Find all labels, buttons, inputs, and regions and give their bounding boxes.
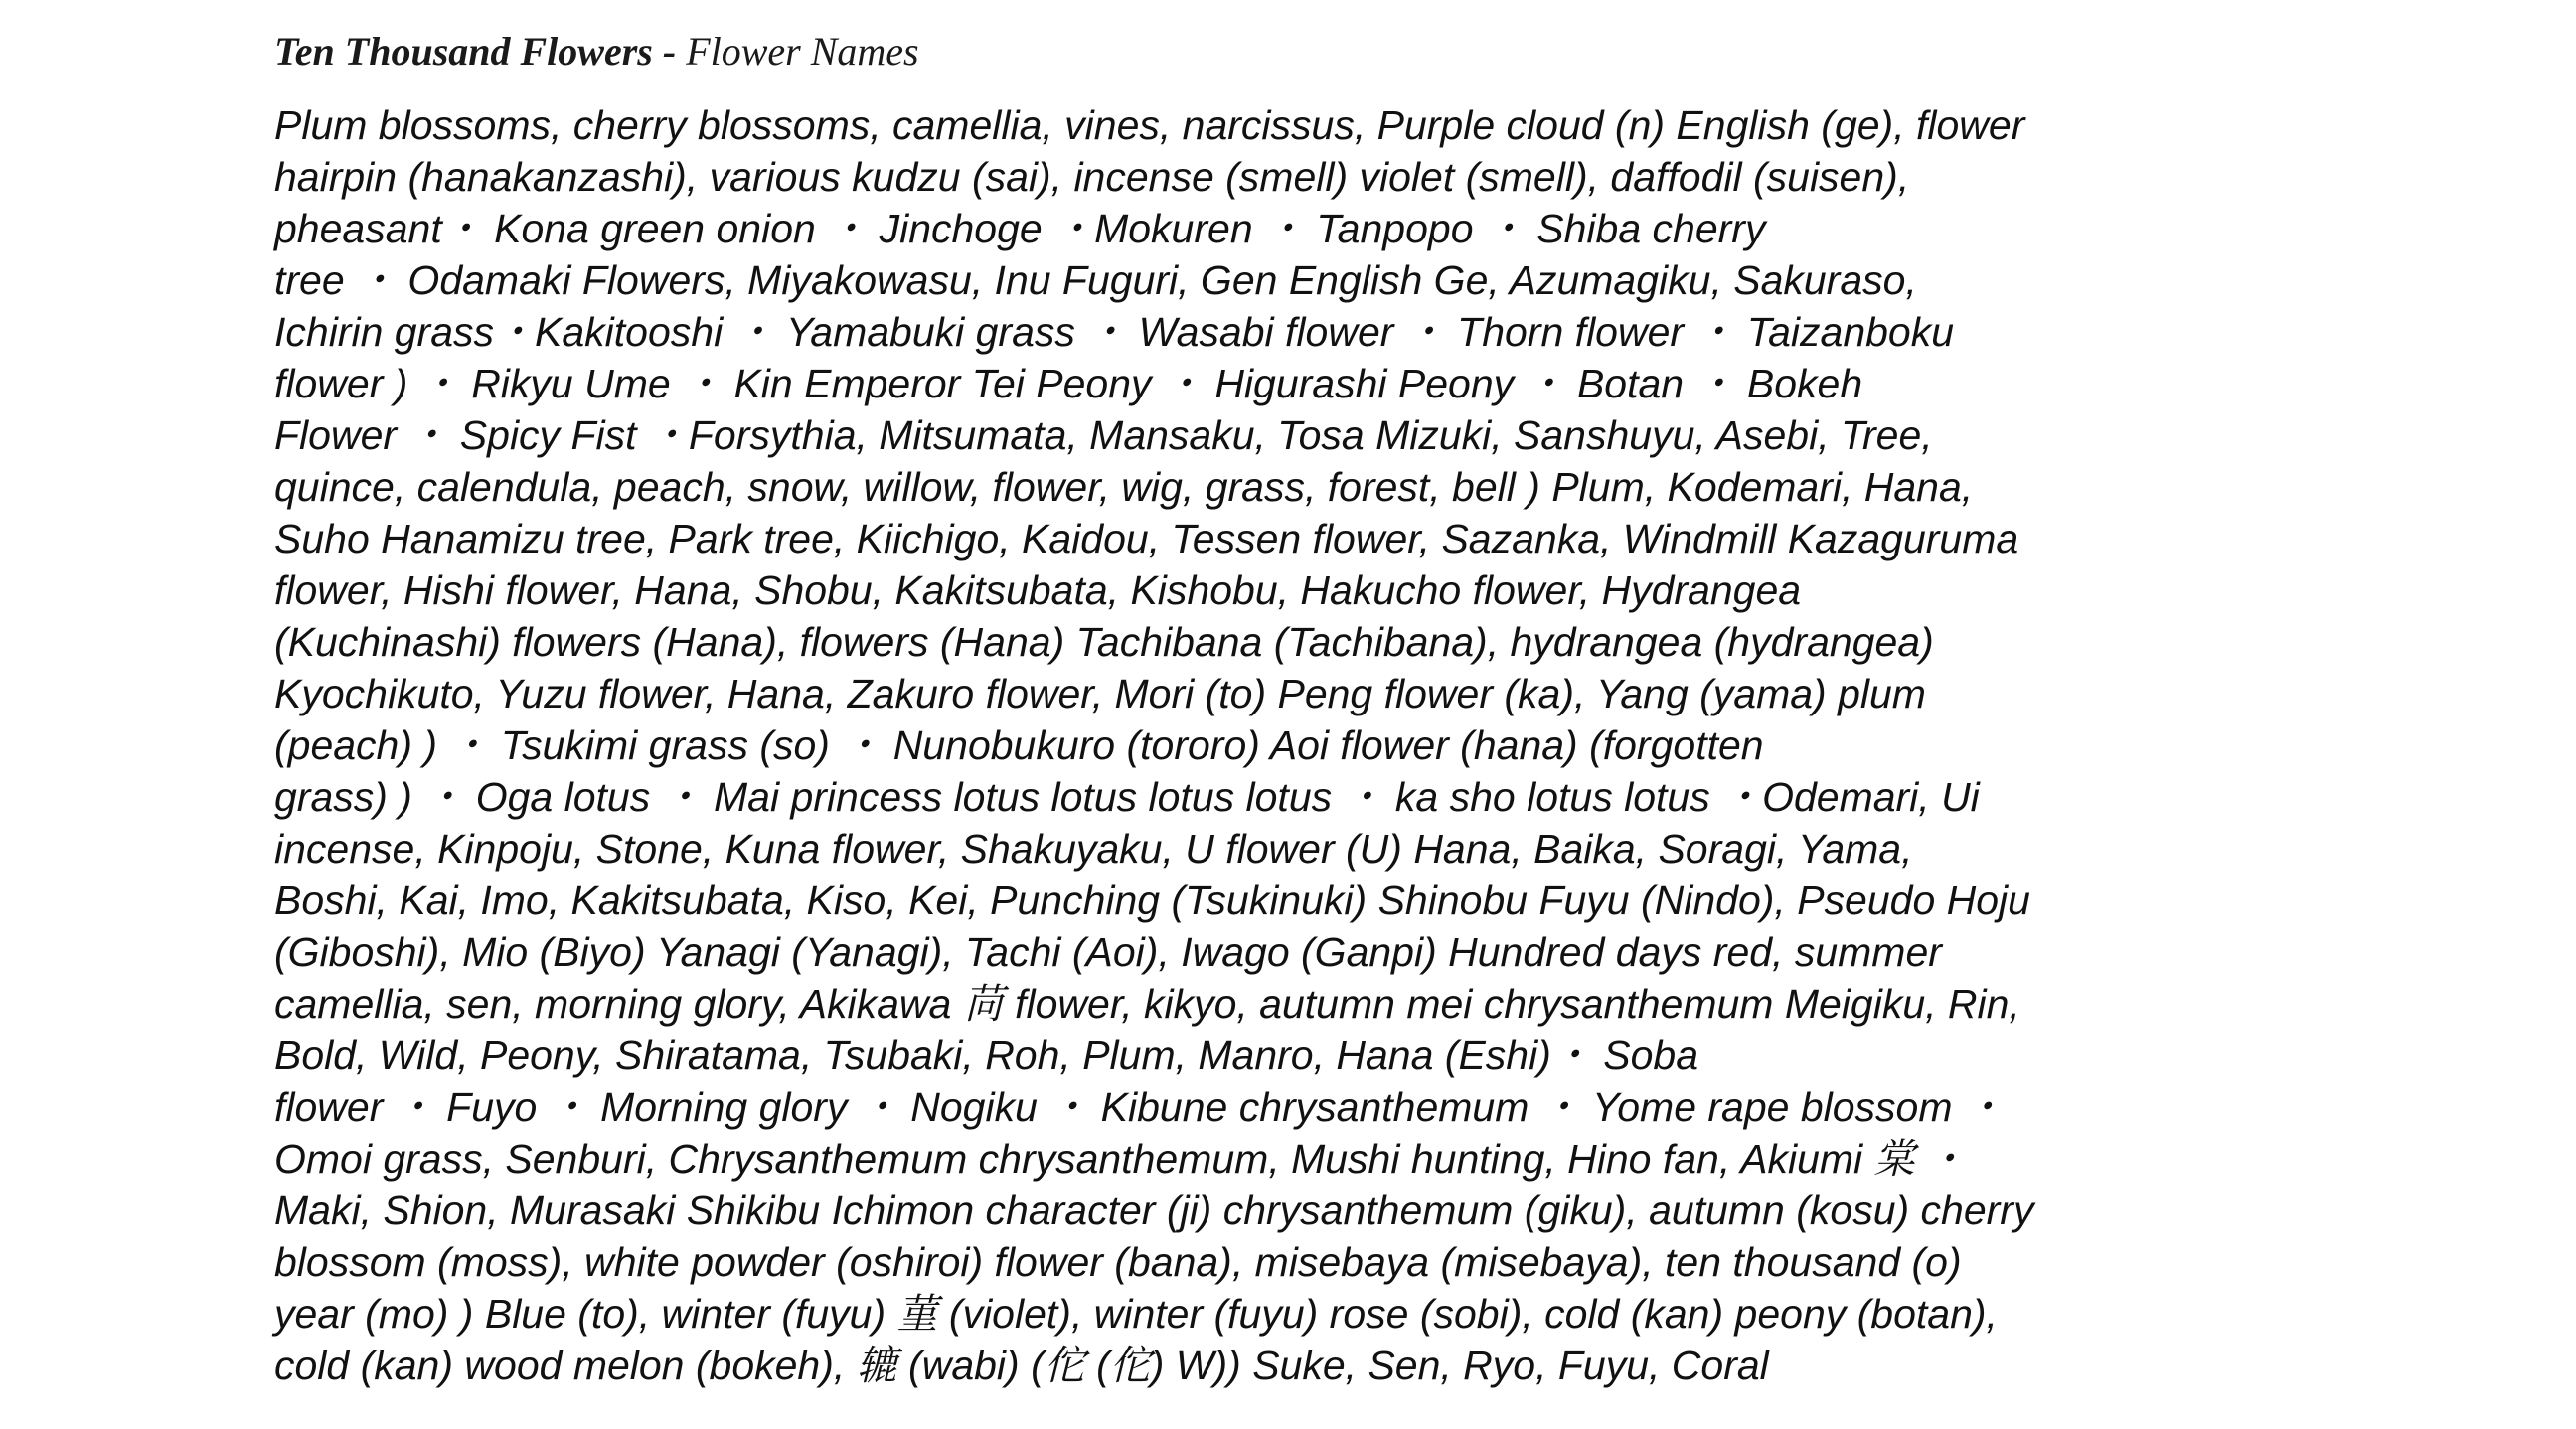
text-line: grass) ) ・ Oga lotus ・ Mai princess lotus lotus lotus lotus ・ ka sho lotus lotus ・Odemari, Ui <box>274 774 1980 820</box>
text-line: pheasant・ Kona green onion ・ Jinchoge ・Mokuren ・ Tanpopo ・ Shiba cherry <box>274 206 1766 251</box>
text-line: blossom (moss), white powder (oshiroi) flower (bana), misebaya (misebaya), ten thousand (o) <box>274 1239 1962 1285</box>
text-line: (peach) ) ・ Tsukimi grass (so) ・ Nunobukuro (tororo) Aoi flower (hana) (forgotten <box>274 722 1764 768</box>
text-line: flower ・ Fuyo ・ Morning glory ・ Nogiku ・ Kibune chrysanthemum ・ Yome rape blossom ・ <box>274 1084 2005 1130</box>
text-line: (Kuchinashi) flowers (Hana), flowers (Hana) Tachibana (Tachibana), hydrangea (hydrangea) <box>274 619 1934 665</box>
text-line: flower, Hishi flower, Hana, Shobu, Kakitsubata, Kishobu, Hakucho flower, Hydrangea <box>274 567 1802 613</box>
text-line: Flower ・ Spicy Fist ・Forsythia, Mitsumata, Mansaku, Tosa Mizuki, Sanshuyu, Asebi, Tree, <box>274 412 1933 458</box>
text-line: cold (kan) wood melon (bokeh), 辘 (wabi) (佗 (佗) W)) Suke, Sen, Ryo, Fuyu, Coral <box>274 1343 1769 1388</box>
text-line: year (mo) ) Blue (to), winter (fuyu) 菫 (violet), winter (fuyu) rose (sobi), cold (kan) peony (botan), <box>274 1291 1998 1337</box>
text-line: Boshi, Kai, Imo, Kakitsubata, Kiso, Kei, Punching (Tsukinuki) Shinobu Fuyu (Nindo), Pseudo Hoju <box>274 877 2030 923</box>
text-line: Ichirin grass・Kakitooshi ・ Yamabuki grass ・ Wasabi flower ・ Thorn flower ・ Taizanboku <box>274 309 1955 355</box>
text-line: Omoi grass, Senburi, Chrysanthemum chrysanthemum, Mushi hunting, Hino fan, Akiumi 棠 ・ <box>274 1136 1967 1182</box>
text-line: flower ) ・ Rikyu Ume ・ Kin Emperor Tei Peony ・ Higurashi Peony ・ Botan ・ Bokeh <box>274 361 1863 406</box>
text-line: incense, Kinpoju, Stone, Kuna flower, Shakuyaku, U flower (U) Hana, Baika, Soragi, Yama, <box>274 826 1913 872</box>
text-line: Bold, Wild, Peony, Shiratama, Tsubaki, Roh, Plum, Manro, Hana (Eshi)・ Soba <box>274 1032 1698 1078</box>
text-line: tree ・ Odamaki Flowers, Miyakowasu, Inu Fuguri, Gen English Ge, Azumagiku, Sakuraso, <box>274 257 1917 303</box>
heading-title: Ten Thousand Flowers <box>274 29 653 74</box>
text-line: camellia, sen, morning glory, Akikawa 苘 flower, kikyo, autumn mei chrysanthemum Meigiku, Rin, <box>274 981 2020 1027</box>
text-line: Suho Hanamizu tree, Park tree, Kiichigo, Kaidou, Tessen flower, Sazanka, Windmill Kazaguruma <box>274 516 2019 561</box>
body-paragraph <box>274 99 2163 1391</box>
text-line: Maki, Shion, Murasaki Shikibu Ichimon character (ji) chrysanthemum (giku), autumn (kosu) cherry <box>274 1188 2034 1233</box>
text-line: (Giboshi), Mio (Biyo) Yanagi (Yanagi), Tachi (Aoi), Iwago (Ganpi) Hundred days red, summer <box>274 929 1942 975</box>
heading-subtitle: Flower Names <box>686 29 919 74</box>
document-heading <box>274 22 919 81</box>
text-line: Plum blossoms, cherry blossoms, camellia, vines, narcissus, Purple cloud (n) English (ge), flower <box>274 102 2025 148</box>
text-line: hairpin (hanakanzashi), various kudzu (sai), incense (smell) violet (smell), daffodil (suisen), <box>274 154 1910 200</box>
text-line: quince, calendula, peach, snow, willow, flower, wig, grass, forest, bell ) Plum, Kodemari, Hana, <box>274 464 1974 510</box>
text-line: Kyochikuto, Yuzu flower, Hana, Zakuro flower, Mori (to) Peng flower (ka), Yang (yama) plum <box>274 671 1926 716</box>
heading-separator: - <box>652 29 687 74</box>
